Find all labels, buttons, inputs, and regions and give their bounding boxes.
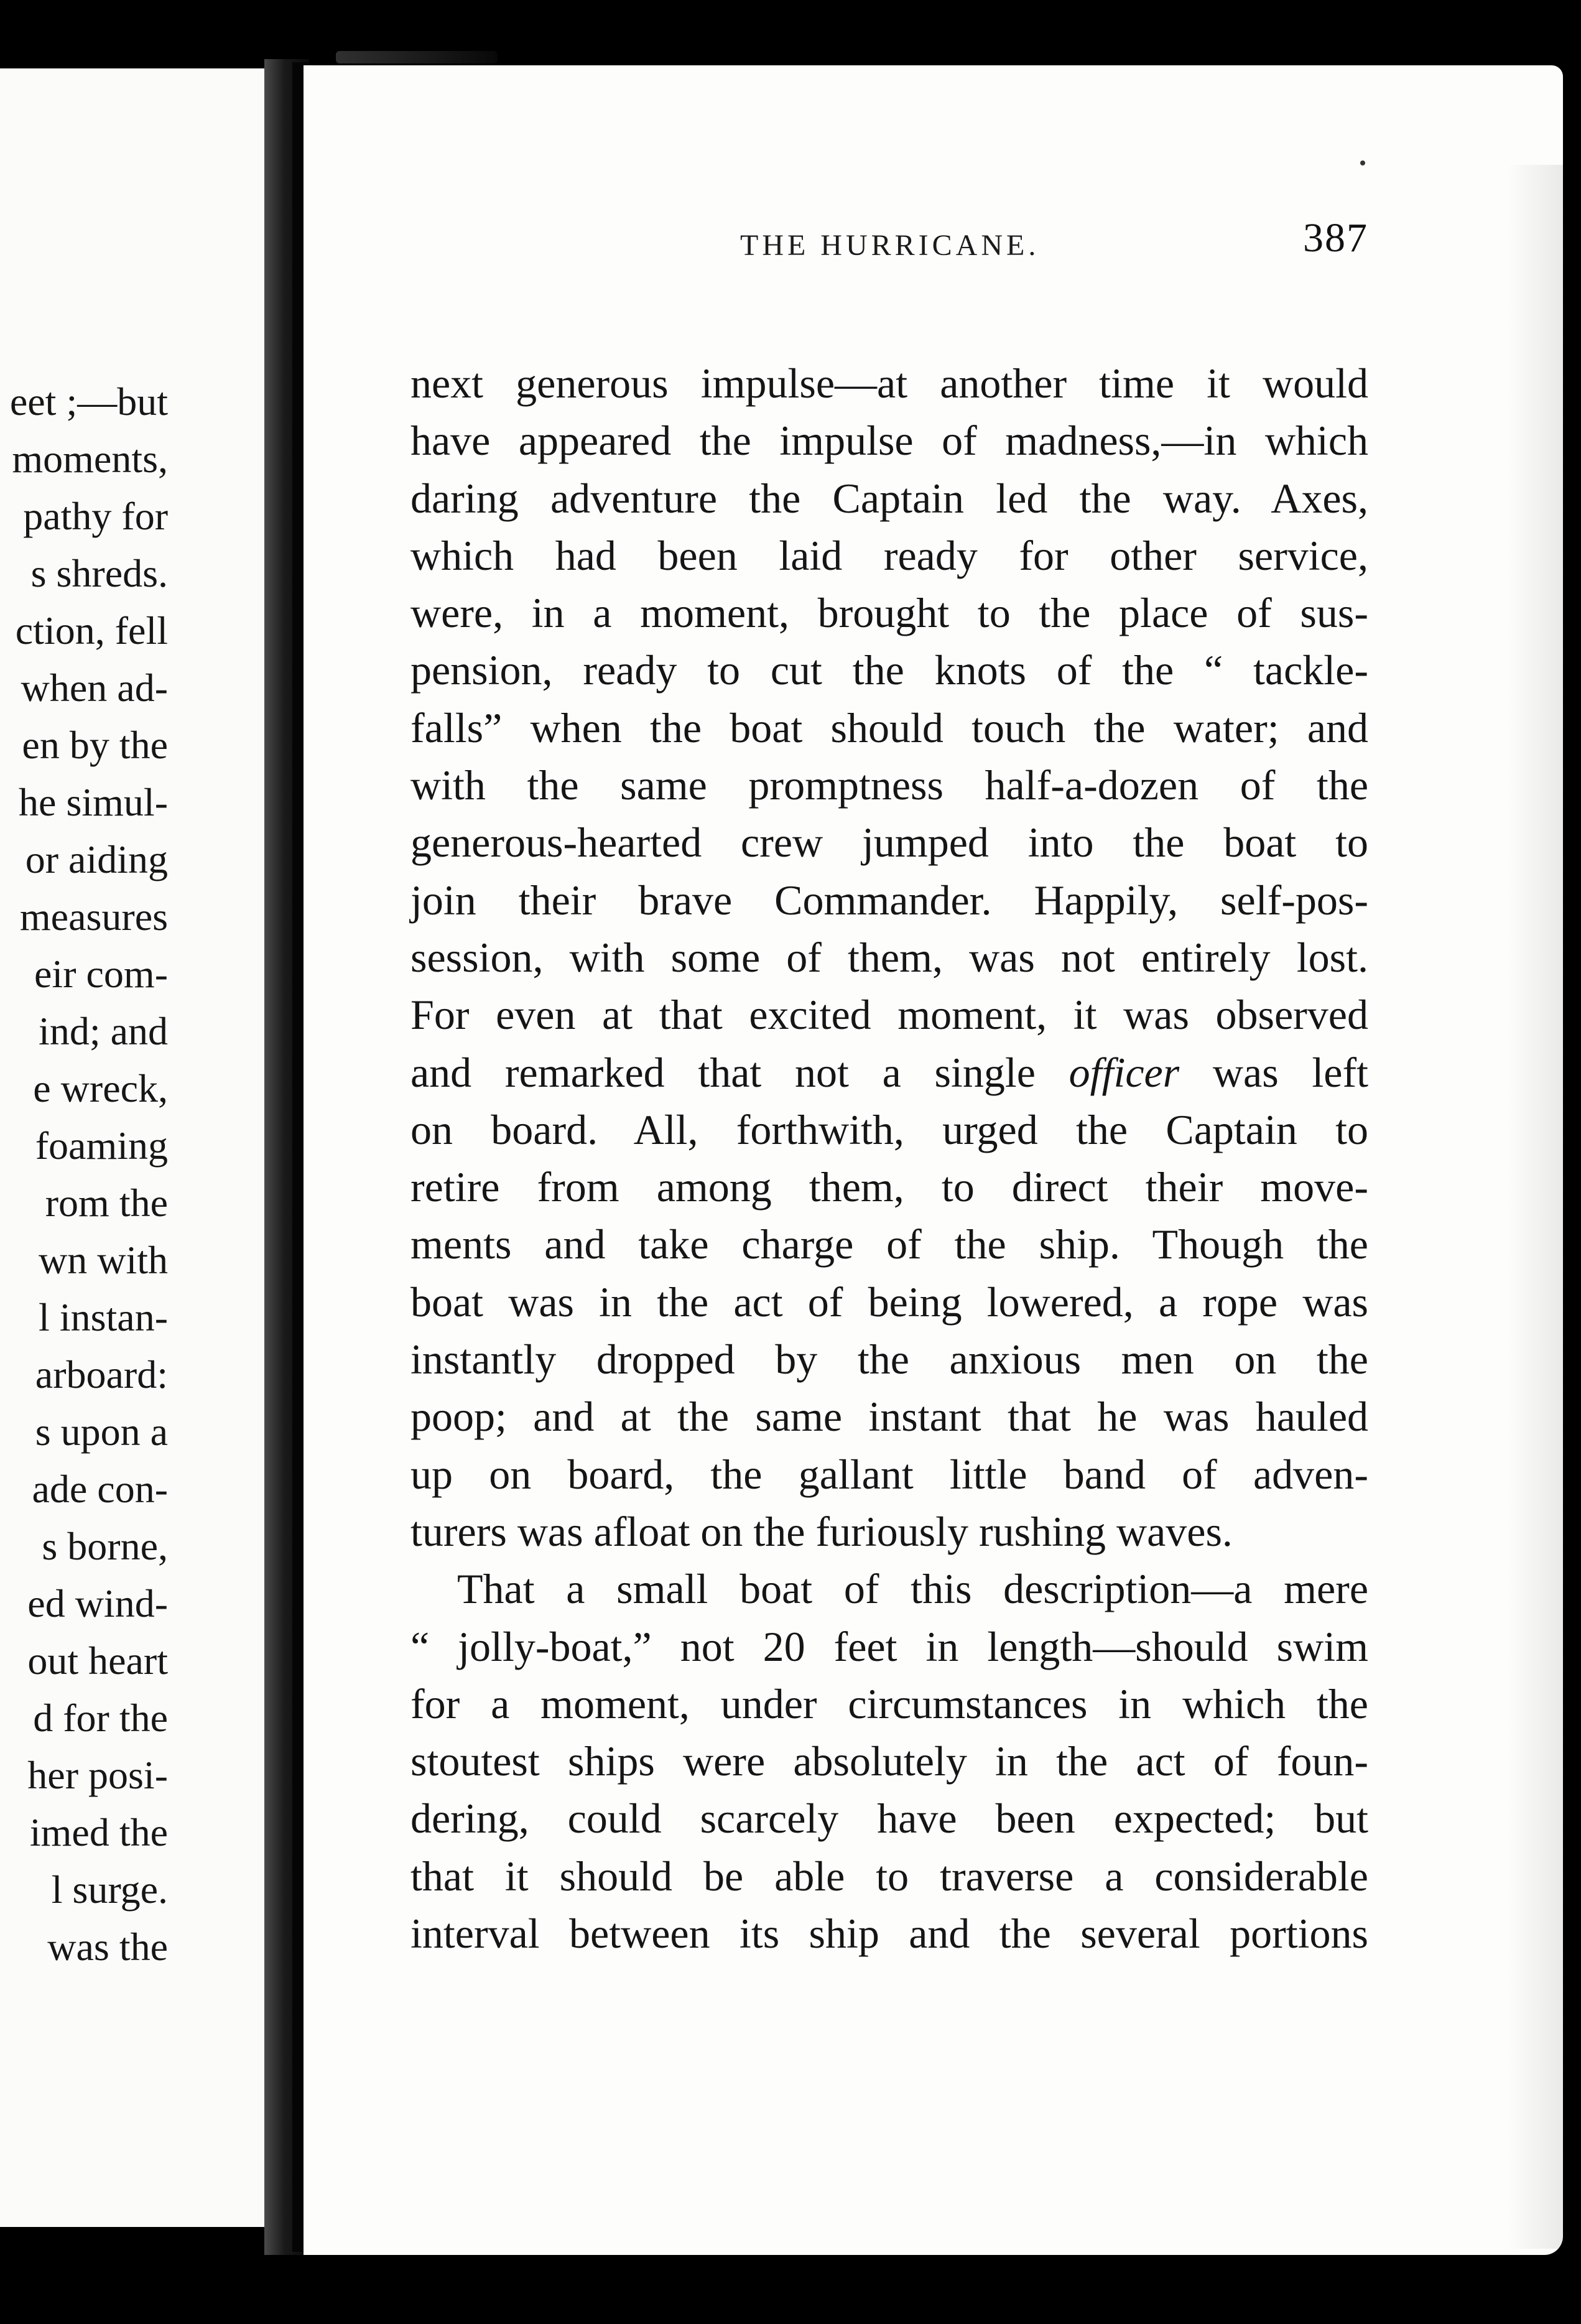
text-line: poop; and at the same instant that he was hauled xyxy=(410,1393,1368,1441)
text-line: generous-hearted crew jumped into the boat to xyxy=(410,819,1368,867)
text-line: ments and take charge of the ship. Though the xyxy=(410,1220,1368,1268)
text-line: boat was in the act of being lowered, a rope was xyxy=(410,1278,1368,1326)
text-line: with the same promptness half-a-dozen of the xyxy=(410,761,1368,809)
left-page-fragment: s shreds. xyxy=(30,551,168,595)
text-line: were, in a moment, brought to the place of sus- xyxy=(410,589,1368,637)
left-page-fragment: ade con- xyxy=(32,1467,168,1511)
left-page-fragment: out heart xyxy=(27,1638,168,1683)
text-line: pension, ready to cut the knots of the “ tackle- xyxy=(410,646,1368,694)
left-page-fragment: ed wind- xyxy=(27,1581,168,1625)
page-number: 387 xyxy=(1303,215,1368,261)
left-page-fragment: rom the xyxy=(45,1181,168,1225)
left-page-fragment: en by the xyxy=(22,723,168,767)
page-top-smudge xyxy=(336,51,498,63)
text-line: falls” when the boat should touch the water; and xyxy=(410,704,1368,751)
text-line: “ jolly-boat,” not 20 feet in length—should swim xyxy=(410,1622,1368,1670)
text-line: session, with some of them, was not entirely lost. xyxy=(410,933,1368,981)
body-text xyxy=(410,355,1368,1962)
text-line: next generous impulse—at another time it would xyxy=(410,360,1368,407)
text-line: join their brave Commander. Happily, self-pos- xyxy=(410,876,1368,924)
left-page-fragment: s upon a xyxy=(35,1410,168,1454)
italic-word: officer xyxy=(1069,1048,1180,1096)
left-page-fragment: or aiding xyxy=(25,837,168,881)
running-head-title: THE HURRICANE. xyxy=(740,229,1040,262)
text-line: interval between its ship and the several portions xyxy=(410,1910,1368,1958)
text-line: and remarked that not a single officer was left xyxy=(410,1048,1368,1096)
text-line: up on board, the gallant little band of adven- xyxy=(410,1450,1368,1498)
left-page-fragment: when ad- xyxy=(21,666,168,710)
left-page-fragment: l surge. xyxy=(51,1867,168,1912)
left-page-text-fragments xyxy=(0,373,168,1976)
left-page xyxy=(0,68,264,2227)
page-edge-shadow xyxy=(1507,165,1563,2249)
left-page-fragment: wn with xyxy=(39,1238,168,1282)
text-line: which had been laid ready for other service, xyxy=(410,531,1368,579)
ink-speck xyxy=(1360,160,1365,165)
left-page-fragment: l instan- xyxy=(39,1295,168,1339)
left-page-fragment: d for the xyxy=(33,1696,168,1740)
left-page-fragment: ind; and xyxy=(39,1009,168,1053)
text-line: turers was afloat on the furiously rushing waves. xyxy=(410,1507,1233,1555)
left-page-fragment: he simul- xyxy=(19,780,168,824)
left-page-fragment: eir com- xyxy=(34,952,168,996)
left-page-fragment: moments, xyxy=(12,437,168,481)
text-line: retire from among them, to direct their move- xyxy=(410,1163,1368,1211)
left-page-fragment: foaming xyxy=(35,1123,168,1168)
text-line: For even at that excited moment, it was observed xyxy=(410,991,1368,1039)
left-page-fragment: eet ;—but xyxy=(9,379,168,424)
left-page-fragment: was the xyxy=(47,1925,168,1969)
left-page-fragment: imed the xyxy=(29,1810,168,1854)
text-line: stoutest ships were absolutely in the act of foun- xyxy=(410,1737,1368,1785)
running-head xyxy=(435,215,1368,283)
left-page-fragment: pathy for xyxy=(23,494,168,538)
text-line: dering, could scarcely have been expected; but xyxy=(410,1795,1368,1843)
left-page-fragment: e wreck, xyxy=(33,1066,168,1110)
left-page-fragment: s borne, xyxy=(42,1524,168,1568)
text-line: instantly dropped by the anxious men on the xyxy=(410,1336,1368,1383)
text-line: that it should be able to traverse a considerable xyxy=(410,1852,1368,1900)
left-page-fragment: arboard: xyxy=(35,1352,168,1397)
left-page-fragment: measures xyxy=(19,895,168,939)
text-line: That a small boat of this description—a mere xyxy=(457,1565,1368,1613)
text-line: daring adventure the Captain led the way. Axes, xyxy=(410,474,1368,522)
left-page-fragment: her posi- xyxy=(27,1753,168,1797)
text-line: on board. All, forthwith, urged the Captain to xyxy=(410,1105,1368,1153)
text-line: have appeared the impulse of madness,—in which xyxy=(410,417,1368,465)
left-page-fragment: ction, fell xyxy=(15,608,168,653)
text-line: for a moment, under circumstances in which the xyxy=(410,1680,1368,1727)
